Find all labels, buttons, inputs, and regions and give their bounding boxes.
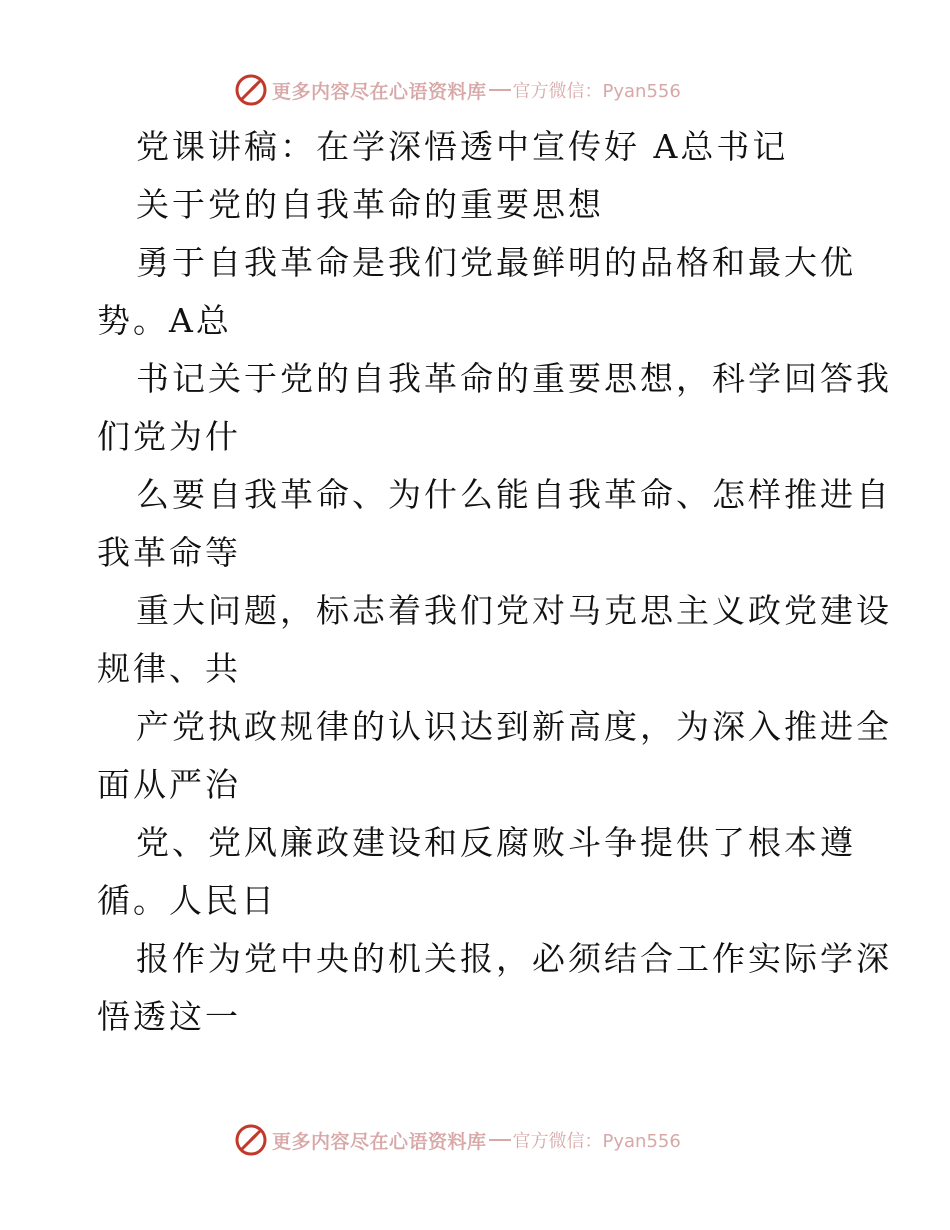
watermark-wechat-text: 官方微信：Pyan556: [512, 81, 681, 102]
paragraph-line: 循。人民日: [97, 881, 277, 920]
paragraph-line: 报作为党中央的机关报，必须结合工作实际学深: [136, 939, 892, 978]
paragraph-line: 悟透这一: [97, 997, 241, 1036]
doc-title-line-1: 党课讲稿：在学深悟透中宣传好 A总书记: [136, 127, 789, 166]
paragraph-line: 党、党风廉政建设和反腐败斗争提供了根本遵: [136, 823, 856, 862]
watermark-dash: [489, 1139, 511, 1141]
paragraph-line: 面从严治: [97, 765, 241, 804]
watermark-main-text: 更多内容尽在心语资料库: [272, 1130, 487, 1153]
paragraph-line: 我革命等: [97, 533, 241, 572]
paragraph-line: 勇于自我革命是我们党最鲜明的品格和最大优: [136, 243, 856, 282]
header-watermark: [234, 72, 681, 108]
watermark-dash: [489, 89, 511, 91]
feather-logo-icon: [234, 1123, 268, 1157]
paragraph-line: 重大问题，标志着我们党对马克思主义政党建设: [136, 591, 892, 630]
watermark-wechat-text: 官方微信：Pyan556: [512, 1131, 681, 1152]
paragraph-line: 书记关于党的自我革命的重要思想，科学回答我: [136, 359, 892, 398]
watermark-main-text: 更多内容尽在心语资料库: [272, 80, 487, 103]
paragraph-line: 产党执政规律的认识达到新高度，为深入推进全: [136, 707, 892, 746]
paragraph-line: 么要自我革命、为什么能自我革命、怎样推进自: [136, 475, 892, 514]
paragraph-line: 势。A总: [97, 301, 232, 340]
paragraph-line: 规律、共: [97, 649, 241, 688]
footer-watermark: [234, 1122, 681, 1158]
doc-title-line-2: 关于党的自我革命的重要思想: [136, 185, 604, 224]
paragraph-line: 们党为什: [97, 417, 241, 456]
feather-logo-icon: [234, 73, 268, 107]
